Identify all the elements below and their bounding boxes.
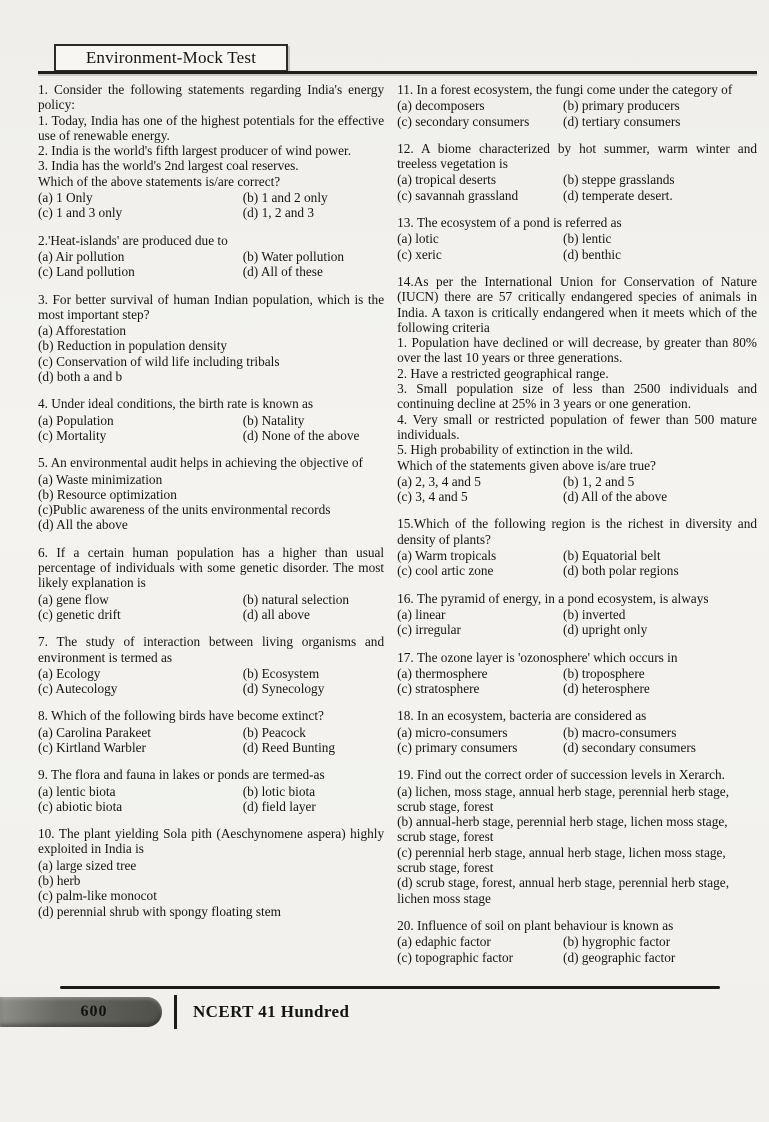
options-list [397,231,757,262]
question-text: 4. Under ideal conditions, the birth rate is known as [38,396,314,412]
options-list [397,98,757,129]
question-text: Which of the above statements is/are correct? [38,173,281,189]
option: (a) lentic biota [38,783,116,799]
question-text: 19. Find out the correct order of succession levels in Xerarch. [397,767,725,783]
question-text: Which of the statements given above is/are true? [397,457,656,473]
option: (a) Air pollution [38,248,125,264]
option: (c) Mortality [38,427,107,443]
option: (a) thermosphere [397,665,488,681]
option: (c) abiotic biota [38,798,123,814]
option: (d) scrub stage, forest, annual herb stage, perennial herb stage, lichen moss stage [397,875,730,906]
option: (b) herb [38,873,81,889]
question-text: 8. Which of the following birds have become extinct? [38,708,324,724]
option: (b) Resource optimization [38,486,177,502]
option: (b) lentic [563,231,612,247]
option: (d) heterosphere [563,681,650,697]
options-list [397,548,757,579]
option: (b) Ecosystem [242,665,320,681]
questions-column-left [38,82,384,977]
option: (b) natural selection [242,591,350,607]
question-text: 2. Have a restricted geographical range. [397,365,609,381]
option: (c) Kirtland Warbler [38,739,146,755]
question-block [397,215,757,262]
option: (c) stratosphere [397,681,480,697]
option: (d) All the above [38,517,128,533]
option: (b) inverted [563,606,626,622]
footer-divider [174,995,177,1029]
option: (d) perennial shrub with spongy floating stem [38,903,281,919]
option: (d) All of these [242,264,323,280]
question-block [397,591,757,638]
option: (a) Carolina Parakeet [38,724,151,740]
options-list [38,413,384,444]
question-block [397,141,757,203]
option: (b) Equatorial belt [563,548,661,564]
question-block [397,82,757,129]
question-text: 3. For better survival of human Indian population, which is the most important step? [38,291,385,322]
option: (a) edaphic factor [397,934,491,950]
option: (a) Ecology [38,665,101,681]
option: (c) Autecology [38,681,118,697]
question-block [397,516,757,578]
book-title: NCERT 41 Hundred [193,1002,350,1021]
question-text: 14.As per the International Union for Conservation of Nature (IUCN) there are 57 critically endangered species of animals in India. A taxon is critically endangered when it meets which of the following criteria [397,273,757,335]
option: (b) hygrophic factor [563,934,671,950]
options-list [38,190,384,221]
option: (c) cool artic zone [397,563,494,579]
option: (d) secondary consumers [563,739,696,755]
option: (c) Land pollution [38,264,135,280]
option: (c) xeric [397,246,442,262]
question-block [397,918,757,965]
option: (b) primary producers [563,98,680,114]
option: (c) genetic drift [38,606,121,622]
page-number: 600 [80,1003,108,1020]
option: (d) benthic [563,246,622,262]
header-rule [38,71,757,74]
options-list [38,249,384,280]
option: (c) secondary consumers [397,113,530,129]
option: (b) Peacock [242,724,306,740]
option: (b) annual-herb stage, perennial herb stage, lichen moss stage, scrub stage, forest [397,814,728,845]
question-block [397,274,757,504]
option: (c) topographic factor [397,949,514,965]
option: (b) 1, 2 and 5 [563,473,635,489]
question-text: 1. Population have declined or will decrease, by greater than 80% over the last 10 years or three generations. [397,335,757,366]
question-text: 1. Today, India has one of the highest potentials for the effective use of renewable energy. [38,112,385,143]
question-text: 2. India is the world's fifth largest producer of wind power. [38,143,352,159]
options-list [38,323,384,384]
question-text: 10. The plant yielding Sola pith (Aeschynomene aspera) highly exploited in India is [38,826,385,857]
question-block [38,634,384,696]
option: (a) lichen, moss stage, annual herb stage, perennial herb stage, scrub stage, forest [397,783,730,814]
question-block [38,708,384,755]
question-text: 5. An environmental audit helps in achieving the objective of [38,455,363,471]
option: (c) savannah grassland [397,187,519,203]
option: (c) irregular [397,622,461,638]
question-text: 4. Very small or restricted population of fewer than 500 mature individuals. [397,411,757,442]
question-block [38,82,384,221]
option: (a) Afforestation [38,323,127,339]
options-list [38,666,384,697]
option: (a) Waste minimization [38,471,163,487]
option: (c) perennial herb stage, annual herb stage, lichen moss stage, scrub stage, forest [397,844,726,876]
question-text: 7. The study of interaction between living organisms and environment is termed as [38,634,385,665]
question-text: 9. The flora and fauna in lakes or ponds are termed-as [38,767,325,783]
option: (d) Reed Bunting [242,739,336,755]
options-list [38,592,384,623]
option: (a) Population [38,412,114,428]
option: (d) tertiary consumers [563,113,681,129]
option: (d) None of the above [242,427,360,443]
question-text: 3. Small population size of less than 2500 individuals and continuing decline at 25% in 3 years or one generation. [397,381,757,412]
option: (b) macro-consumers [563,724,677,740]
option: (b) Water pollution [242,248,345,264]
option: (a) Warm tropicals [397,548,497,564]
question-block [38,767,384,814]
question-block [397,767,757,906]
option: (b) steppe grasslands [563,172,675,188]
option: (a) decomposers [397,98,485,114]
header-title-box [54,44,288,72]
options-list [38,472,384,533]
page-title: Environment-Mock Test [85,48,257,67]
option: (c) Conservation of wild life including tribals [38,353,280,369]
question-text: 1. Consider the following statements regarding India's energy policy: [38,82,385,113]
option: (a) 2, 3, 4 and 5 [397,473,481,489]
question-text: 3. India has the world's 2nd largest coal reserves. [38,158,299,174]
options-list [397,666,757,697]
option: (d) temperate desert. [563,187,673,203]
question-block [38,455,384,532]
option: (b) 1 and 2 only [242,190,328,206]
question-text: 12. A biome characterized by hot summer, warm winter and treeless vegetation is [397,140,757,172]
option: (d) all above [242,606,310,622]
options-list [397,172,757,203]
option: (a) large sized tree [38,857,137,873]
question-block [38,545,384,622]
option: (b) lotic biota [242,783,316,799]
option: (c) 3, 4 and 5 [397,489,468,505]
options-list [38,784,384,815]
option: (d) upright only [563,622,648,638]
question-text: 18. In an ecosystem, bacteria are considered as [397,708,647,724]
option: (a) gene flow [38,591,109,607]
option: (c) palm-like monocot [38,888,157,904]
question-text: 16. The pyramid of energy, in a pond ecosystem, is always [397,590,709,606]
option: (d) both a and b [38,369,123,385]
page-header [38,46,757,72]
option: (c) 1 and 3 only [38,205,123,221]
option: (a) micro-consumers [397,724,508,740]
options-list [397,784,757,906]
footer-row [0,994,769,1030]
options-list [397,725,757,756]
question-text: 17. The ozone layer is 'ozonosphere' which occurs in [397,649,678,665]
option: (b) Natality [242,412,305,428]
question-text: 13. The ecosystem of a pond is referred as [397,215,622,231]
question-text: 5. High probability of extinction in the wild. [397,442,634,458]
option: (a) lotic [397,231,439,247]
footer-rule [60,986,720,989]
question-columns [38,82,757,977]
options-list [397,474,757,505]
page-footer [0,986,769,1030]
option: (b) troposphere [563,665,645,681]
options-list [38,725,384,756]
page-number-pill [0,997,162,1027]
question-block [38,292,384,385]
option: (d) 1, 2 and 3 [242,205,315,221]
option: (d) both polar regions [563,563,679,579]
option: (d) All of the above [563,489,668,505]
question-block [38,396,384,443]
option: (a) tropical deserts [397,172,497,188]
option: (d) Synecology [242,681,325,697]
question-block [397,650,757,697]
option: (c) primary consumers [397,739,518,755]
option: (d) field layer [242,798,316,814]
question-block [397,708,757,755]
options-list [397,607,757,638]
option: (a) linear [397,606,446,622]
question-text: 2.'Heat-islands' are produced due to [38,232,228,248]
option: (d) geographic factor [563,949,676,965]
option: (b) Reduction in population density [38,338,228,354]
question-block [38,826,384,919]
question-block [38,233,384,280]
question-text: 20. Influence of soil on plant behaviour is known as [397,917,674,933]
question-text: 11. In a forest ecosystem, the fungi come under the category of [397,82,733,97]
option: (c)Public awareness of the units environmental records [38,502,331,518]
question-text: 15.Which of the following region is the richest in diversity and density of plants? [397,516,757,547]
questions-column-right [397,82,757,977]
option: (a) 1 Only [38,190,93,206]
options-list [38,858,384,919]
question-text: 6. If a certain human population has a higher than usual percentage of individuals with some genetic disorder. The most likely explanation is [38,544,385,591]
options-list [397,934,757,965]
